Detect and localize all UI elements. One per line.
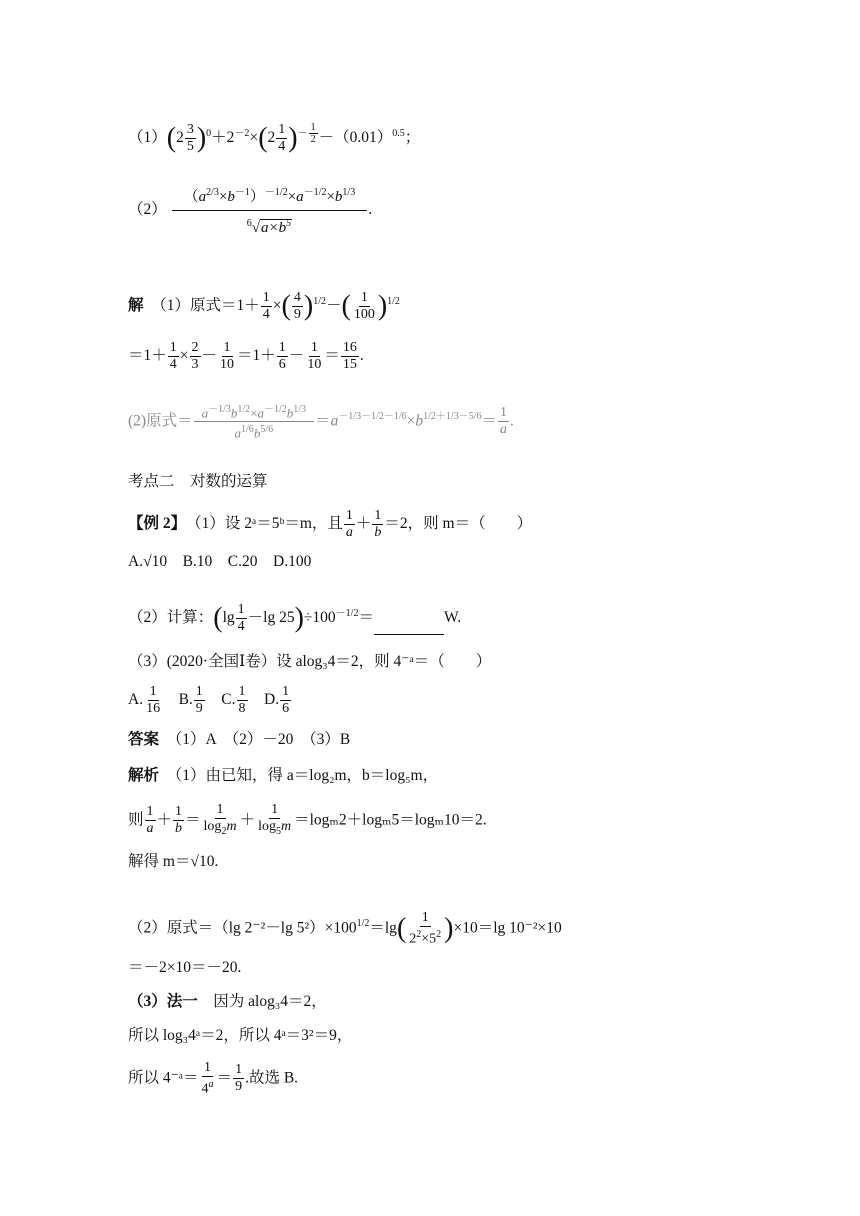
example-2-q3-options: A. $\frac{1}{16}$ B. $\frac{1}{9}$ C. $\frac{1}{8}$ D. $\frac{1}{6}$ — [128, 684, 290, 716]
answer-line: 答案 （1）A （2）－20 （3）B — [128, 731, 351, 748]
solution-line-1: 解 （1）原式＝1＋ $\frac{1}{4}$ ×( $\frac{4}{9}$ )$^{1/2}$－( $\frac{1}{100}$ )$^{1/2}$ — [128, 290, 400, 322]
solution-line-2: ＝1＋ $\frac{1}{4}$ × $\frac{2}{3}$ － $\frac{1}{10}$ ＝1＋ $\frac{1}{6}$ － $\frac{1}{10}$ ＝ $\frac{16}{15}$ . — [128, 340, 364, 372]
example-2-q1: 【例 2】 （1）设 2ᵃ＝5ᵇ＝m，且 $\frac{1}{a}$ ＋ $\frac{1}{b}$ ＝2，则 m＝（ ） — [128, 508, 533, 540]
solution-line-3: (2)原式＝ $\frac{a^{-1/3}b^{1/2}\times a^{-1/2}b^{1/3}}{a^{1/6}b^{5/6}}$ $=a^{-1/3-1/2-1/6}\times b^{1/2+1/3-5/6}=$ $\frac{1}{a}$ . — [128, 404, 514, 441]
example-2-q2: （2）计算：(lg $\frac{1}{4}$ －lg $25)\div 100^{-1/2}= W$. — [128, 602, 462, 634]
problem-2: （2） $\frac{(a^{2/3}\times b^{-1})^{-1/2}\times a^{-1/2}\times b^{1/3}}{^6√a\times b^5}$ . — [128, 180, 372, 241]
analysis-line-7: 所以 log₃4ᵃ＝2，所以 4ᵃ＝3²＝9， — [128, 1027, 353, 1044]
problem-1: （1）(2 $\frac{3}{5}$ )$^0+2^{-2}\times(2$ $\frac{1}{4}$ )$^{- \frac{1}{2}}$ $-(0.01)^{0.5}$； — [128, 122, 421, 154]
analysis-line-2: 则 $\frac{1}{a}$ ＋ $\frac{1}{b}$ ＝ $\frac{1}{\log_2m}$ ＋ $\frac{1}{\log_5m}$ ＝logₘ2＋logₘ5＝logₘ10＝2. — [128, 802, 487, 837]
problem-2-fraction: $\frac{(a^{2/3}\times b^{-1})^{-1/2}\times a^{-1/2}\times b^{1/3}}{^6√a\times b^5}$ — [172, 180, 368, 241]
analysis-line-1: 解析 （1）由已知，得 a＝log₂m，b＝log₅m， — [128, 767, 439, 784]
answer-blank — [374, 620, 444, 635]
analysis-line-3: 解得 m＝√10. — [128, 853, 219, 870]
analysis-line-5: ＝－2×10＝－20. — [128, 959, 242, 976]
analysis-line-6: （3）法一 因为 alog₃4＝2， — [128, 993, 327, 1010]
analysis-line-8: 所以 4⁻ᵃ＝ $\frac{1}{4^a}$ ＝ $\frac{1}{9}$ .故选 B. — [128, 1060, 299, 1097]
example-2-q3: （3）(2020·全国Ⅰ卷）设 alog₃4＝2，则 4⁻ᵃ＝（ ） — [128, 653, 492, 670]
section-title: 考点二 对数的运算 — [128, 473, 268, 490]
example-2-q1-options: A.√10 B.10 C.20 D.100 — [128, 553, 312, 570]
analysis-line-4: （2）原式＝（lg 2⁻²－lg $5^2)\times 100^{1/2}=\lg$( $\frac{1}{2^2\times 5^2}$ )×10＝lg 10⁻²×10 — [128, 910, 562, 947]
